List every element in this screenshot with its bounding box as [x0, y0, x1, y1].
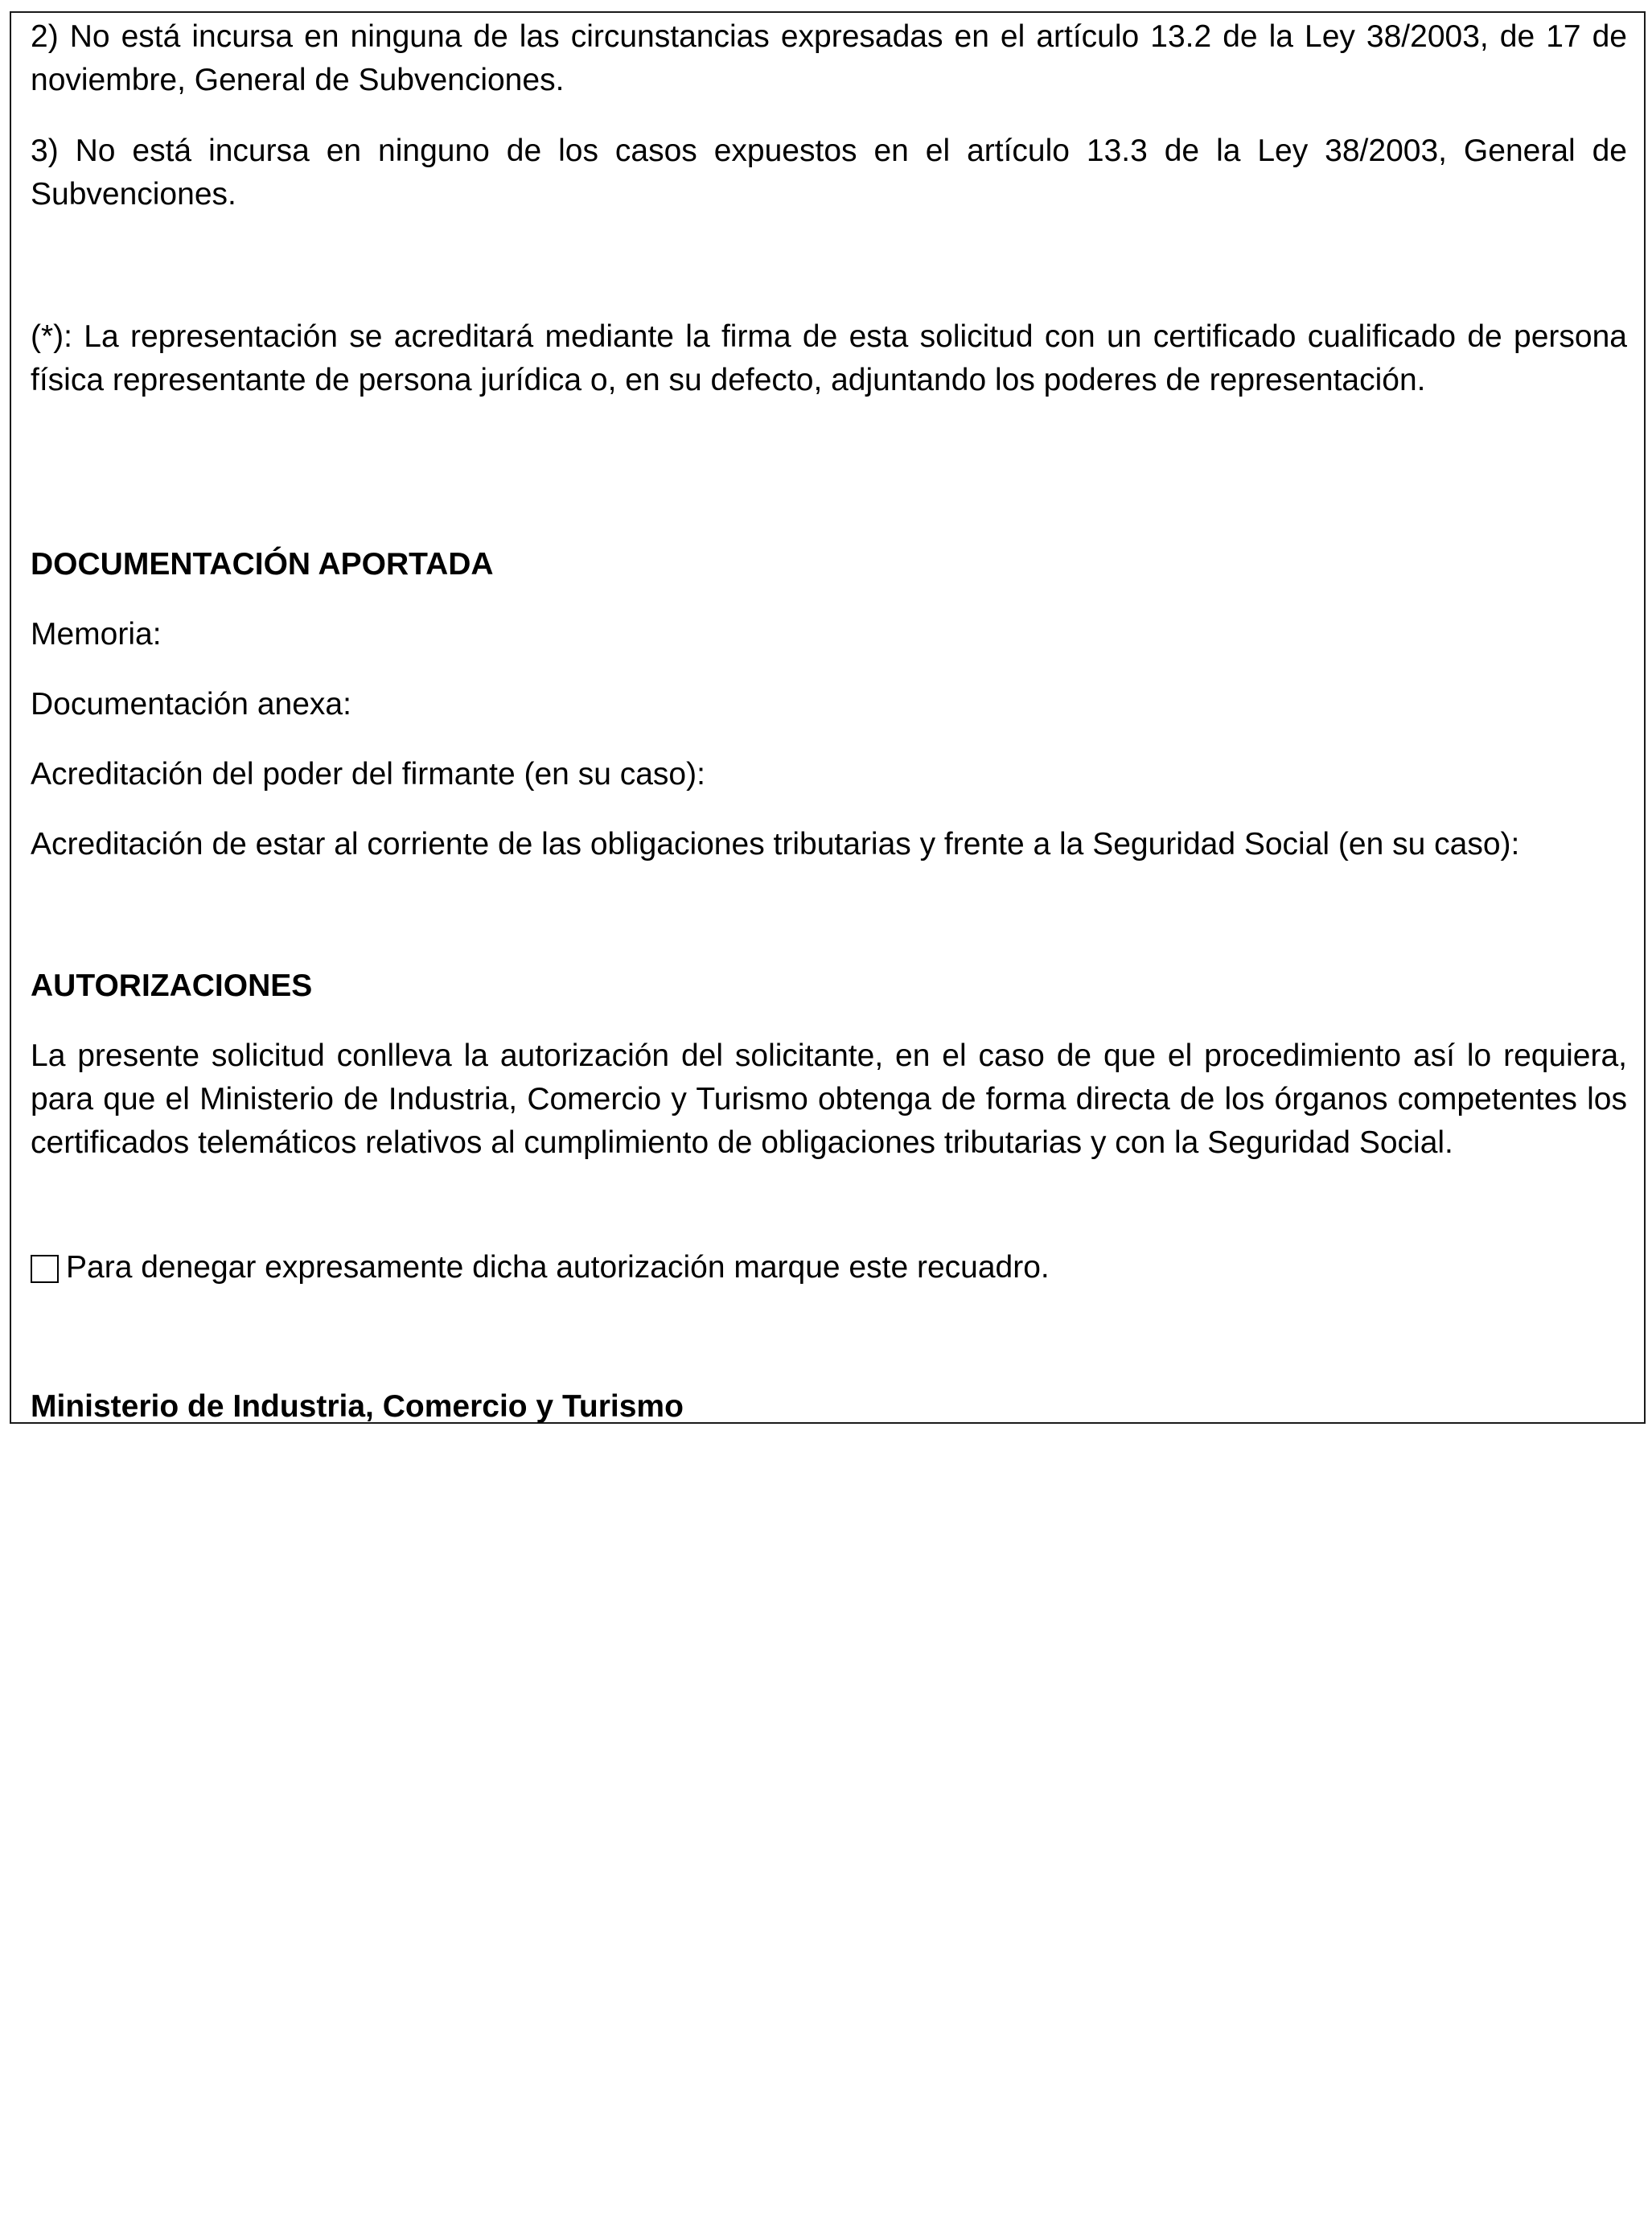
declaration-item-3: 3) No está incursa en ninguno de los casos expuestos en el artículo 13.3 de la Ley 38/2003, General de Subvenciones. [31, 134, 1627, 212]
authorizations-heading: AUTORIZACIONES [31, 968, 313, 1003]
documentation-signer-power: Acreditación del poder del firmante (en su caso): [31, 757, 705, 792]
authorizations-text: La presente solicitud conlleva la autorización del solicitante, en el caso de que el procedimiento así lo requiera, para que el Ministerio de Industria, Comercio y Turismo obtenga de forma directa de los órganos competentes los certificados telemáticos relativos al cumplimiento de obligaciones tributarias y con la Seguridad Social. [31, 1038, 1627, 1160]
representation-note: (*): La representación se acreditará mediante la firma de esta solicitud con un certificado cualificado de persona física representante de persona jurídica o, en su defecto, adjuntando los poderes de representación. [31, 319, 1627, 397]
documentation-heading: DOCUMENTACIÓN APORTADA [31, 547, 494, 582]
documentation-memoria: Memoria: [31, 617, 162, 652]
ministry-footer: Ministerio de Industria, Comercio y Turismo [31, 1389, 684, 1424]
deny-authorization-checkbox[interactable] [31, 1255, 59, 1283]
declaration-item-2: 2) No está incursa en ninguna de las circunstancias expresadas en el artículo 13.2 de la Ley 38/2003, de 17 de noviembre, General de Subvenciones. [31, 19, 1627, 97]
deny-authorization-label: Para denegar expresamente dicha autorización marque este recuadro. [66, 1250, 1050, 1285]
form-section-box [10, 11, 1646, 1424]
deny-authorization-row[interactable] [31, 1246, 1627, 1289]
documentation-tax-social-security: Acreditación de estar al corriente de las obligaciones tributarias y frente a la Seguridad Social (en su caso): [31, 827, 1520, 862]
documentation-annex: Documentación anexa: [31, 687, 351, 722]
